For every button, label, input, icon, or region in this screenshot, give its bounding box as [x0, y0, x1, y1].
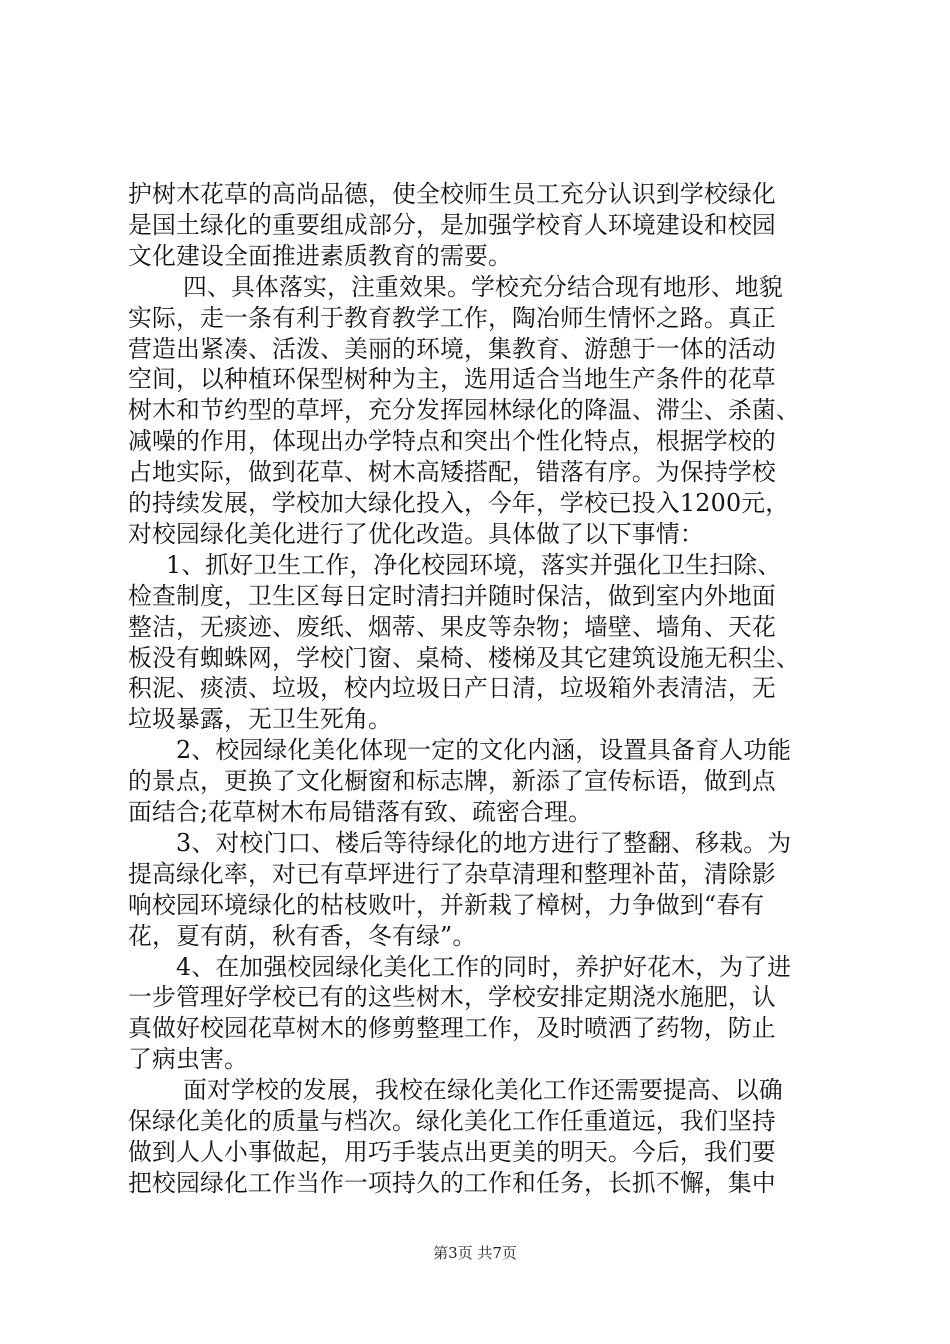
text-line: 响校园环境绿化的枯枝败叶，并新栽了樟树，力争做到“春有	[128, 890, 765, 919]
text-line: 板没有蜘蛛网，学校门窗、桌椅、楼梯及其它建筑设施无积尘、	[128, 643, 800, 672]
page-footer: 第3页 共7页	[433, 1244, 517, 1262]
text-line: 保绿化美化的质量与档次。绿化美化工作任重道远，我们坚持	[128, 1107, 776, 1135]
text-line: 空间，以种植环保型树种为主，选用适合当地生产条件的花草	[128, 365, 776, 394]
text-line: 提高绿化率，对已有草坪进行了杂草清理和整理补苗，清除影	[128, 859, 776, 888]
text-line: 真做好校园花草树木的修剪整理工作，及时喷洒了药物，防止	[128, 1014, 776, 1043]
text-line: 把校园绿化工作当作一项持久的工作和任务，长抓不懈，集中	[128, 1168, 776, 1197]
text-line: 2、校园绿化美化体现一定的文化内涵，设置具备育人功能	[176, 736, 792, 765]
text-line: 做到人人小事做起，用巧手装点出更美的明天。今后，我们要	[128, 1137, 776, 1166]
text-line: 护树木花草的高尚品德，使全校师生员工充分认识到学校绿化	[128, 180, 776, 208]
text-line: 树木和节约型的草坪，充分发挥园林绿化的降温、滞尘、杀菌、	[128, 396, 800, 425]
text-line: 减噪的作用，体现出办学特点和突出个性化特点，根据学校的	[128, 427, 776, 456]
text-line: 是国土绿化的重要组成部分，是加强学校育人环境建设和校园	[128, 210, 776, 239]
text-line: 实际，走一条有利于教育教学工作，陶冶师生情怀之路。真正	[128, 303, 776, 332]
text-line: 积泥、痰渍、垃圾，校内垃圾日产日清，垃圾箱外表清洁，无	[128, 674, 776, 703]
text-line: 3、对校门口、楼后等待绿化的地方进行了整翻、移栽。为	[176, 828, 792, 857]
text-line: 的景点，更换了文化橱窗和标志牌，新添了宣传标语，做到点	[128, 767, 776, 796]
text-line: 营造出紧凑、活泼、美丽的环境，集教育、游憩于一体的活动	[128, 334, 776, 363]
text-line: 整洁，无痰迹、废纸、烟蒂、果皮等杂物；墙壁、墙角、天花	[128, 612, 776, 641]
text-line: 了病虫害。	[128, 1045, 248, 1074]
text-line: 的持续发展，学校加大绿化投入，今年，学校已投入1200元，	[128, 489, 790, 517]
text-line: 占地实际，做到花草、树木高矮搭配，错落有序。为保持学校	[128, 458, 776, 487]
text-line: 检查制度，卫生区每日定时清扫并随时保洁，做到室内外地面	[128, 581, 776, 610]
text-line: 一步管理好学校已有的这些树木，学校安排定期浇水施肥，认	[128, 983, 776, 1012]
text-line: 4、在加强校园绿化美化工作的同时，养护好花木，为了进	[176, 952, 792, 981]
text-line: 花，夏有荫，秋有香，冬有绿”。	[128, 921, 477, 950]
text-line: 对校园绿化美化进行了优化改造。具体做了以下事情：	[128, 519, 704, 548]
text-line: 文化建设全面推进素质教育的需要。	[128, 241, 512, 270]
text-line: 面结合;花草树木布局错落有致、疏密合理。	[128, 798, 593, 826]
text-line: 1、抓好卫生工作，净化校园环境，落实并强化卫生扫除、	[166, 550, 782, 579]
text-line: 四、具体落实，注重效果。学校充分结合现有地形、地貌	[183, 272, 783, 301]
text-line: 垃圾暴露，无卫生死角。	[128, 705, 392, 734]
text-line: 面对学校的发展，我校在绿化美化工作还需要提高、以确	[183, 1076, 783, 1105]
